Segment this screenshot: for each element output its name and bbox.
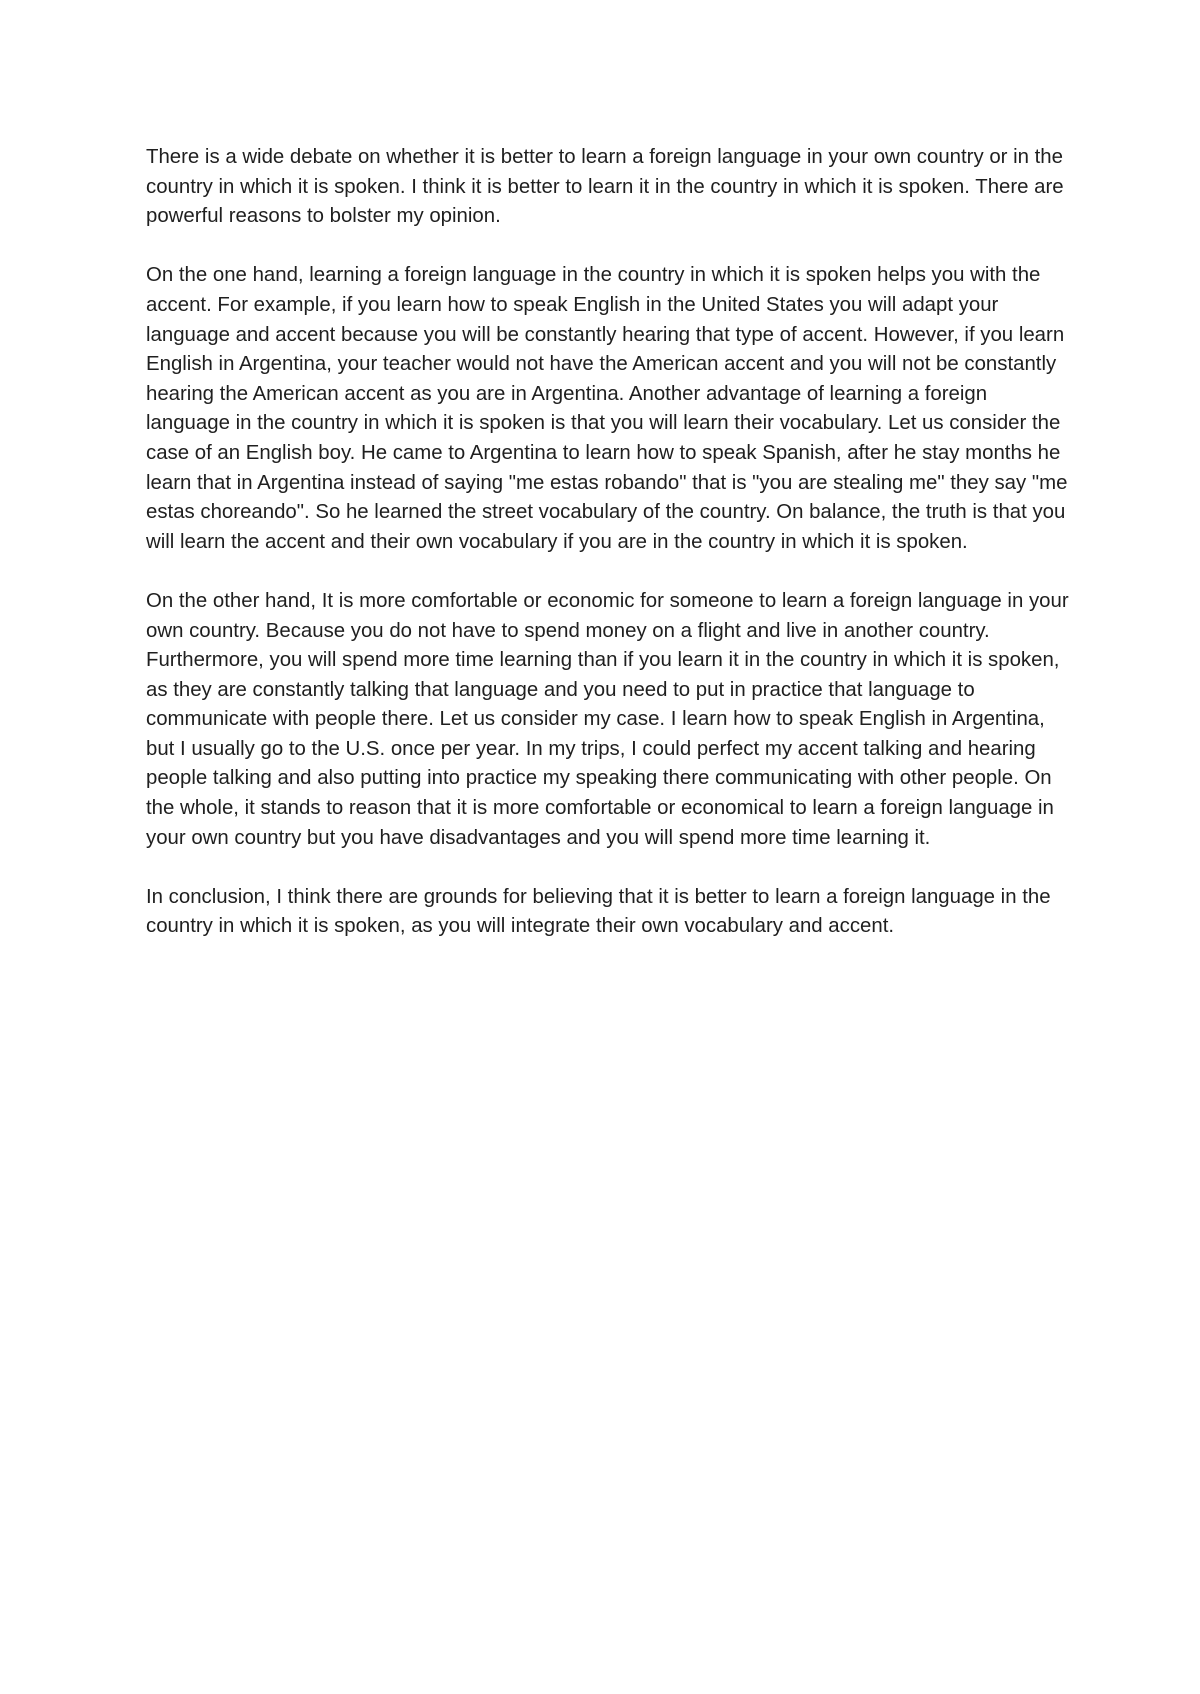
paragraph-body-one: On the one hand, learning a foreign language in the country in which it is spoken helps you with the accent. For example, if you learn how to speak English in the United States you will adapt your language and accent because you will be constantly hearing that type of accent. However, if you learn English in Argentina, your teacher would not have the American accent and you will not be constantly hearing the American accent as you are in Argentina. Another advantage of learning a foreign language in the country in which it is spoken is that you will learn their vocabulary. Let us consider the case of an English boy. He came to Argentina to learn how to speak Spanish, after he stay months he learn that in Argentina instead of saying "me estas robando" that is "you are stealing me" they say "me estas choreando". So he learned the street vocabulary of the country. On balance, the truth is that you will learn the accent and their own vocabulary if you are in the country in which it is spoken.: [146, 264, 1068, 553]
paragraph-introduction: There is a wide debate on whether it is better to learn a foreign language in your own country or in the country in which it is spoken. I think it is better to learn it in the country in which it is spoken. There are powerful reasons to bolster my opinion.: [146, 146, 1064, 228]
document-body: [146, 143, 1076, 972]
paragraph-conclusion: In conclusion, I think there are grounds for believing that it is better to learn a foreign language in the country in which it is spoken, as you will integrate their own vocabulary and accent.: [146, 885, 1051, 938]
paragraph-body-two: On the other hand, It is more comfortable or economic for someone to learn a foreign language in your own country. Because you do not have to spend money on a flight and live in another country. Furthermore, you will spend more time learning than if you learn it in the country in which it is spoken, as they are constantly talking that language and you need to put in practice that language to communicate with people there. Let us consider my case. I learn how to speak English in Argentina, but I usually go to the U.S. once per year. In my trips, I could perfect my accent talking and hearing people talking and also putting into practice my speaking there communicating with other people. On the whole, it stands to reason that it is more comfortable or economical to learn a foreign language in your own country but you have disadvantages and you will spend more time learning it.: [146, 589, 1069, 849]
